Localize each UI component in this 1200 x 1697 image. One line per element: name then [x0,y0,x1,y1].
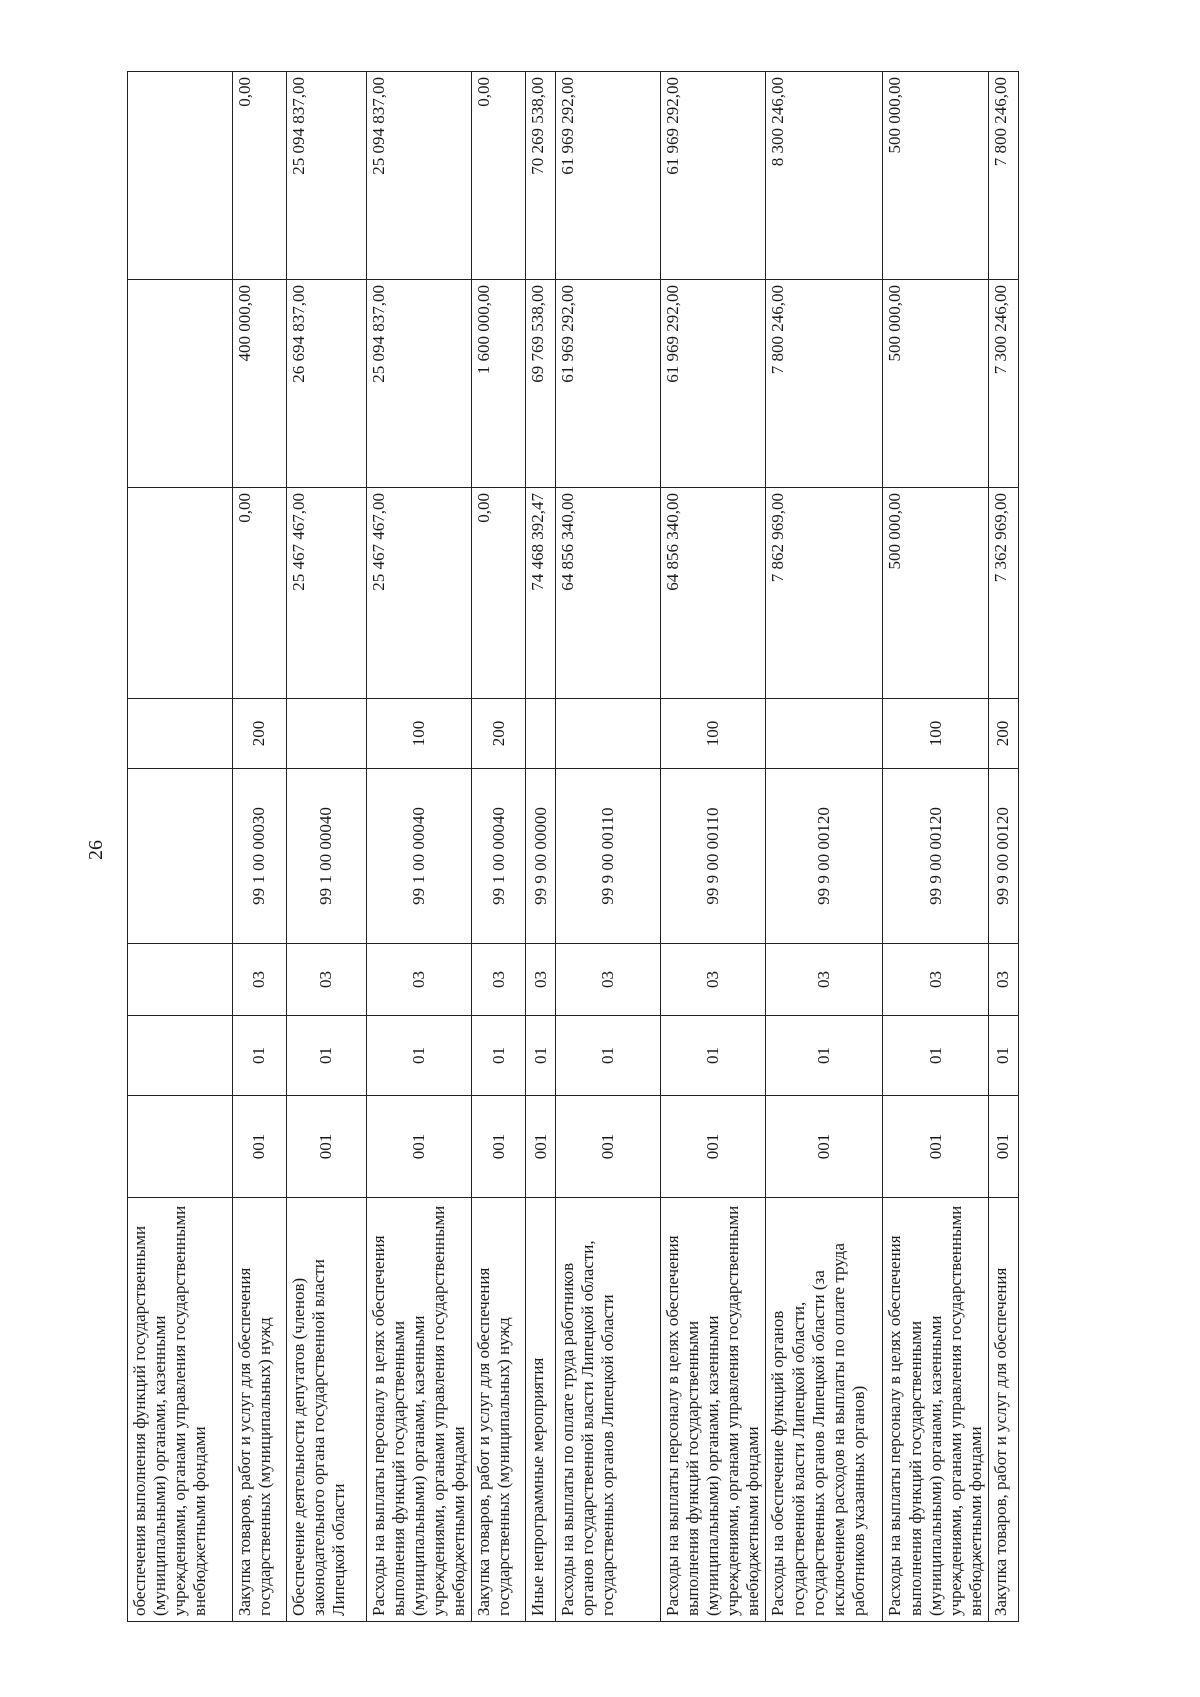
cell-name: Расходы на выплаты персоналу в целях обеспечения выполнения функций государственными (муниципальными) органами, казенными учреждениями, органами управления государственными внебюджетными фондами [661,1198,766,1622]
table-row [988,72,1018,1622]
cell-ved: 001 [233,1096,287,1198]
table-row [526,72,556,1622]
cell-ved: 001 [766,1096,883,1198]
cell-pr: 03 [233,944,287,1016]
cell-pr: 03 [988,944,1018,1016]
cell-ved: 001 [367,1096,472,1198]
cell-ved [128,1096,233,1198]
cell-rz: 01 [883,1016,988,1096]
cell-sum-2: 26 694 837,00 [287,280,367,488]
cell-sum-3: 0,00 [233,72,287,280]
cell-csr: 99 1 00 00040 [472,769,526,944]
cell-pr: 03 [556,944,661,1016]
cell-rz: 01 [526,1016,556,1096]
cell-vr: 100 [883,699,988,769]
table-row [287,72,367,1622]
cell-name: Расходы на обеспечение функций органов государственной власти Липецкой области, государственных органов Липецкой области (за исключением расходов на выплаты по оплате труда работников указанных органов) [766,1198,883,1622]
cell-sum-2 [128,280,233,488]
cell-sum-2: 7 300 246,00 [988,280,1018,488]
cell-pr: 03 [472,944,526,1016]
table-row [367,72,472,1622]
budget-table [127,71,1019,1622]
cell-sum-2: 7 800 246,00 [766,280,883,488]
cell-rz: 01 [367,1016,472,1096]
cell-sum-1: 7 862 969,00 [766,488,883,699]
cell-pr: 03 [766,944,883,1016]
cell-sum-2: 400 000,00 [233,280,287,488]
table-row [766,72,883,1622]
table-row [128,72,233,1622]
cell-rz [128,1016,233,1096]
table-body [128,72,1019,1622]
cell-sum-3: 25 094 837,00 [367,72,472,280]
cell-rz: 01 [233,1016,287,1096]
cell-csr: 99 9 00 00110 [556,769,661,944]
table-container [127,72,1097,1622]
cell-vr: 200 [472,699,526,769]
cell-rz: 01 [766,1016,883,1096]
cell-sum-3: 8 300 246,00 [766,72,883,280]
cell-vr: 200 [988,699,1018,769]
cell-sum-1: 64 856 340,00 [661,488,766,699]
cell-ved: 001 [526,1096,556,1198]
cell-ved: 001 [988,1096,1018,1198]
table-row [883,72,988,1622]
cell-sum-2: 25 094 837,00 [367,280,472,488]
cell-sum-2: 69 769 538,00 [526,280,556,488]
cell-pr: 03 [883,944,988,1016]
table-row [233,72,287,1622]
cell-pr [128,944,233,1016]
cell-pr: 03 [661,944,766,1016]
cell-ved: 001 [661,1096,766,1198]
cell-csr: 99 1 00 00030 [233,769,287,944]
cell-sum-2: 61 969 292,00 [661,280,766,488]
table-row [661,72,766,1622]
cell-csr: 99 9 00 00120 [883,769,988,944]
cell-name: Закупка товаров, работ и услуг для обеспечения [988,1198,1018,1622]
cell-rz: 01 [988,1016,1018,1096]
cell-csr: 99 9 00 00120 [988,769,1018,944]
cell-name: Закупка товаров, работ и услуг для обеспечения государственных (муниципальных) нужд [472,1198,526,1622]
cell-sum-3: 61 969 292,00 [556,72,661,280]
cell-sum-2: 61 969 292,00 [556,280,661,488]
cell-sum-3: 0,00 [472,72,526,280]
table-row [556,72,661,1622]
cell-vr: 200 [233,699,287,769]
table-row [472,72,526,1622]
cell-sum-3: 61 969 292,00 [661,72,766,280]
cell-vr [766,699,883,769]
cell-rz: 01 [287,1016,367,1096]
cell-name: Расходы на выплаты персоналу в целях обеспечения выполнения функций государственными (муниципальными) органами, казенными учреждениями, органами управления государственными внебюджетными фондами [367,1198,472,1622]
cell-sum-1: 500 000,00 [883,488,988,699]
cell-rz: 01 [556,1016,661,1096]
rotated-table [127,72,1097,1622]
cell-vr [556,699,661,769]
cell-sum-1: 7 362 969,00 [988,488,1018,699]
cell-sum-3: 500 000,00 [883,72,988,280]
cell-csr: 99 9 00 00120 [766,769,883,944]
cell-sum-2: 1 600 000,00 [472,280,526,488]
cell-name: Обеспечение деятельности депутатов (членов) законодательного органа государственной власти Липецкой области [287,1198,367,1622]
cell-sum-1: 0,00 [472,488,526,699]
cell-sum-3: 25 094 837,00 [287,72,367,280]
cell-name: обеспечения выполнения функций государственными (муниципальными) органами, казенными учреждениями, органами управления государственными внебюджетными фондами [128,1198,233,1622]
cell-pr: 03 [526,944,556,1016]
cell-rz: 01 [472,1016,526,1096]
cell-rz: 01 [661,1016,766,1096]
cell-sum-1: 74 468 392,47 [526,488,556,699]
cell-vr: 100 [661,699,766,769]
cell-ved: 001 [472,1096,526,1198]
cell-sum-1: 0,00 [233,488,287,699]
cell-sum-3 [128,72,233,280]
cell-sum-3: 7 800 246,00 [988,72,1018,280]
cell-ved: 001 [287,1096,367,1198]
cell-sum-2: 500 000,00 [883,280,988,488]
cell-name: Расходы на выплаты персоналу в целях обеспечения выполнения функций государственными (муниципальными) органами, казенными учреждениями, органами управления государственными внебюджетными фондами [883,1198,988,1622]
cell-name: Расходы на выплаты по оплате труда работников органов государственной власти Липецкой области, государственных органов Липецкой области [556,1198,661,1622]
cell-csr: 99 9 00 00000 [526,769,556,944]
cell-csr [128,769,233,944]
cell-vr [287,699,367,769]
cell-vr [526,699,556,769]
cell-sum-1: 25 467 467,00 [367,488,472,699]
cell-csr: 99 1 00 00040 [367,769,472,944]
cell-csr: 99 9 00 00110 [661,769,766,944]
cell-vr: 100 [367,699,472,769]
cell-name: Закупка товаров, работ и услуг для обеспечения государственных (муниципальных) нужд [233,1198,287,1622]
cell-pr: 03 [287,944,367,1016]
cell-name: Иные непрограммные мероприятия [526,1198,556,1622]
cell-csr: 99 1 00 00040 [287,769,367,944]
cell-sum-1: 64 856 340,00 [556,488,661,699]
cell-pr: 03 [367,944,472,1016]
cell-vr [128,699,233,769]
cell-sum-3: 70 269 538,00 [526,72,556,280]
cell-sum-1 [128,488,233,699]
cell-ved: 001 [556,1096,661,1198]
cell-ved: 001 [883,1096,988,1198]
cell-sum-1: 25 467 467,00 [287,488,367,699]
page-number: 26 [85,840,107,860]
